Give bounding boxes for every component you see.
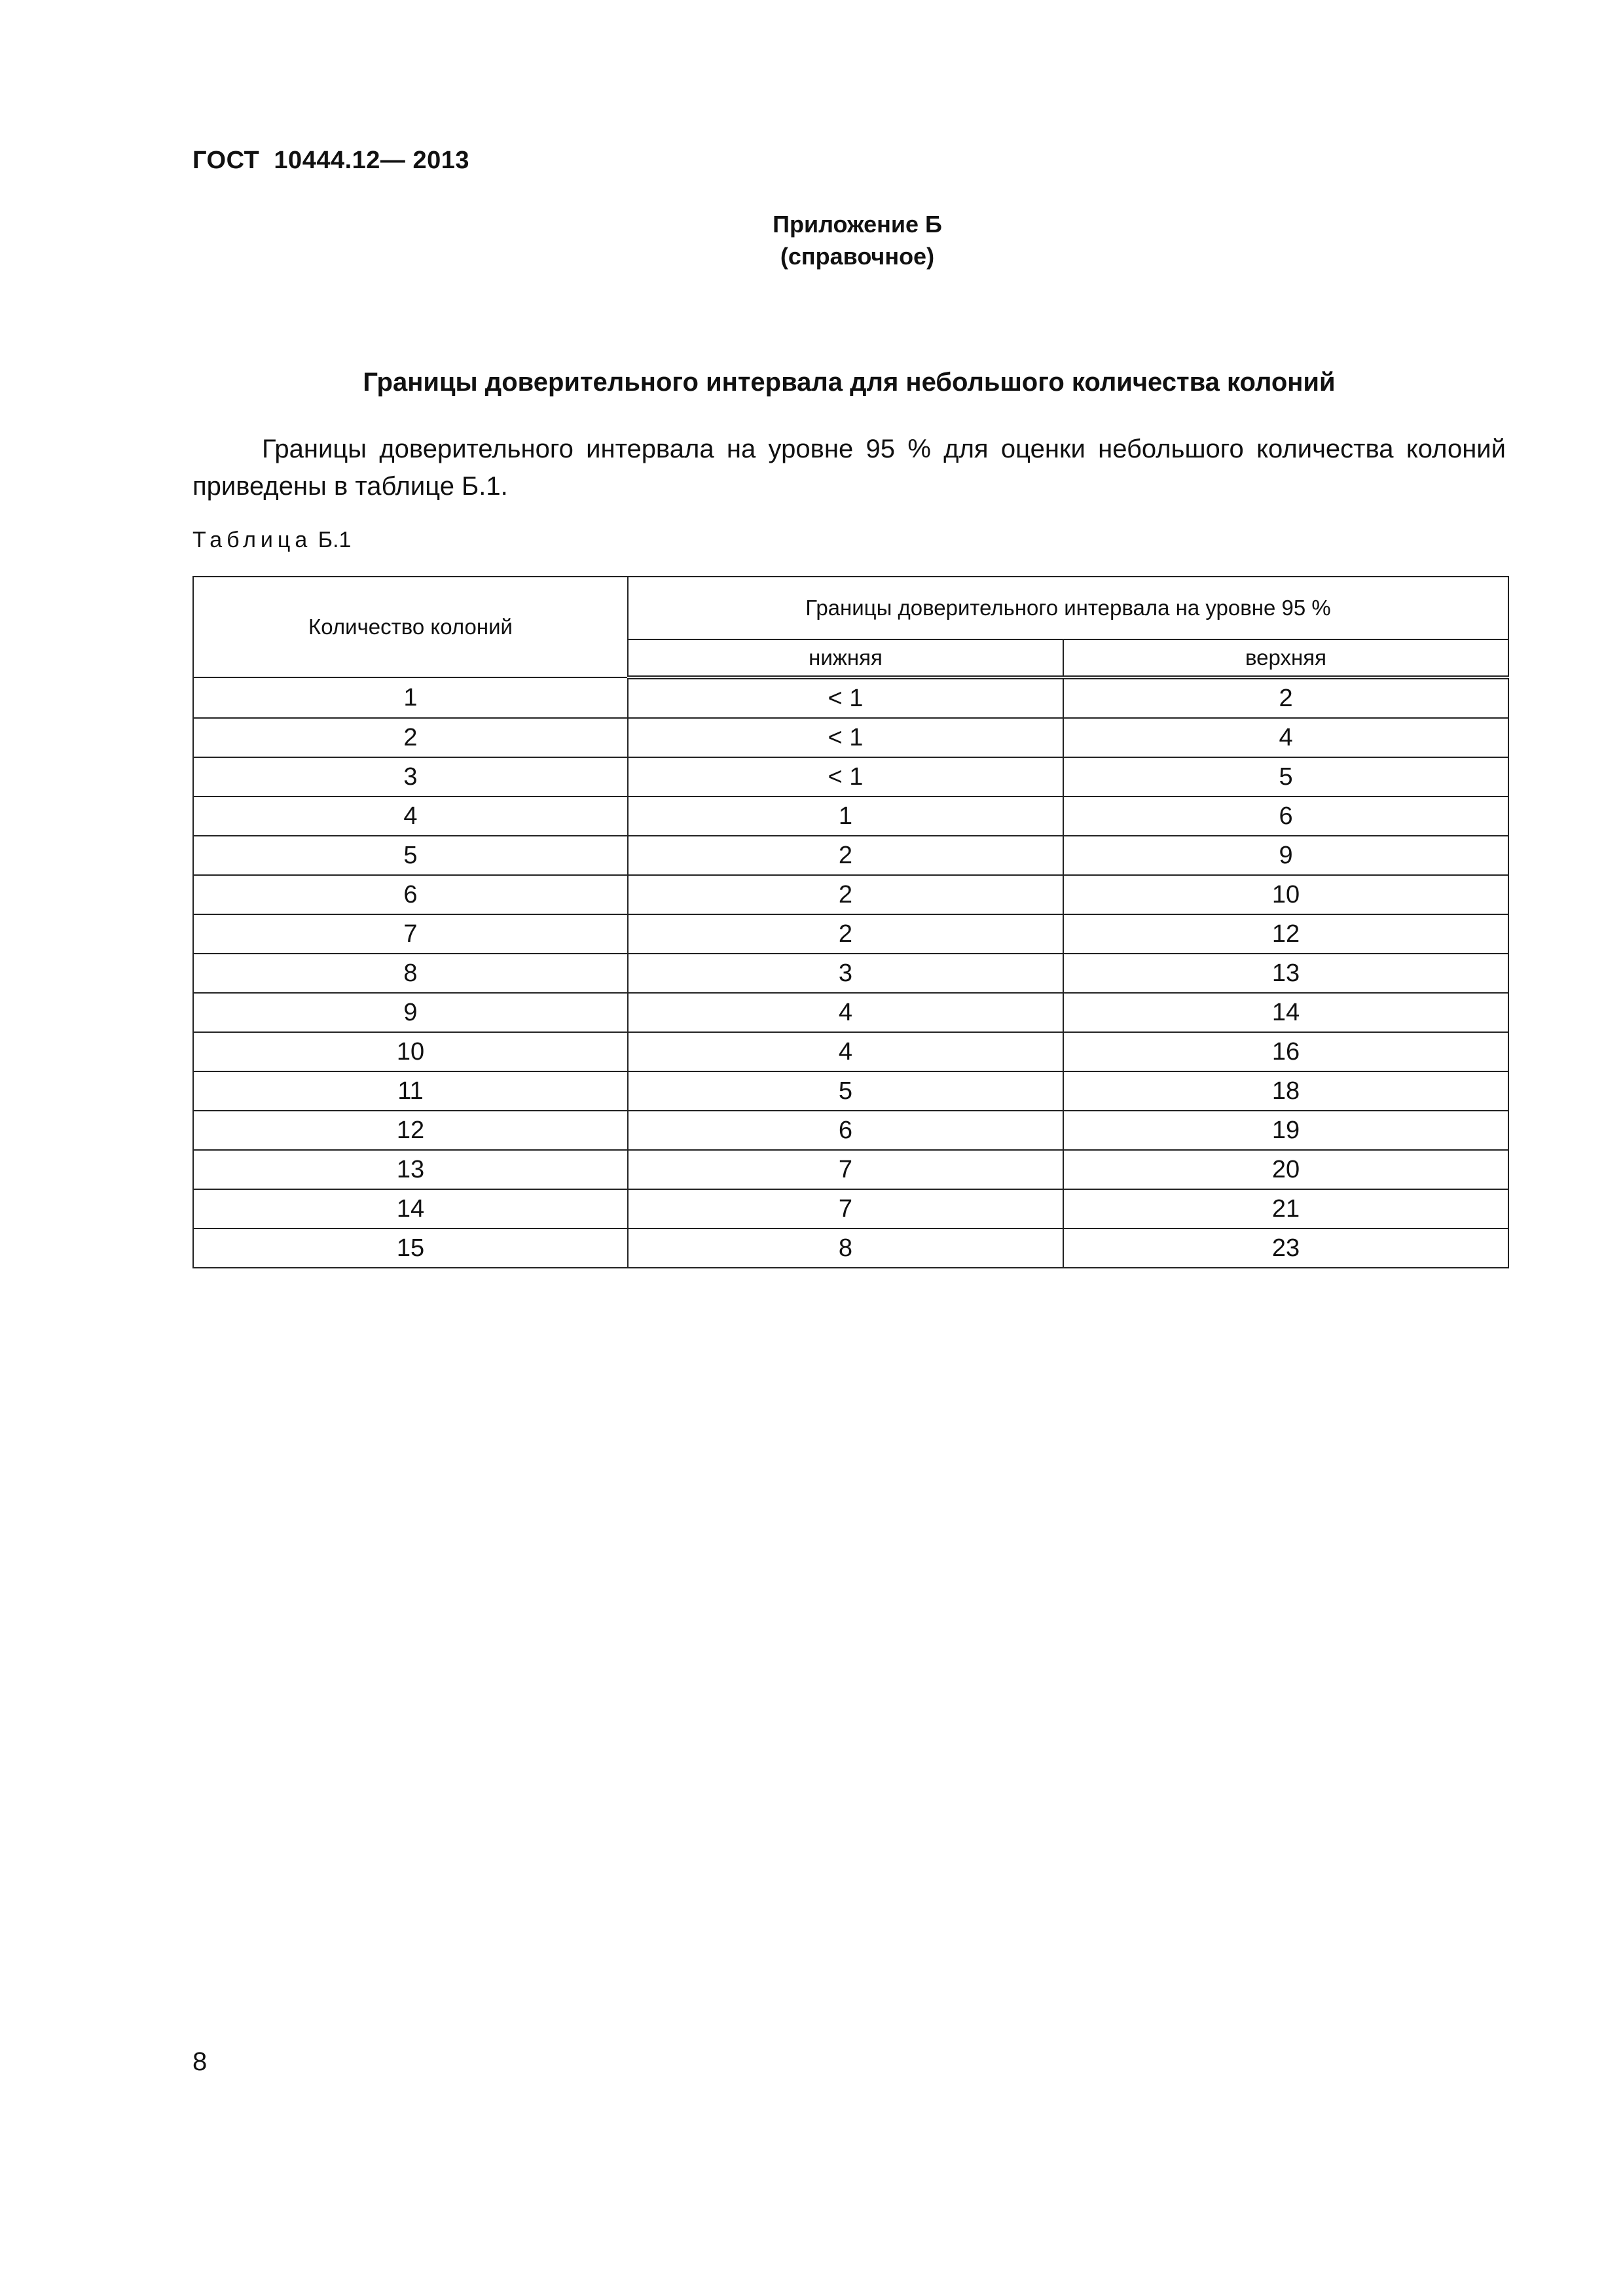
cell-upper: 13 [1063,954,1508,993]
cell-lower: 7 [628,1150,1063,1189]
cell-count: 13 [193,1150,628,1189]
cell-count: 10 [193,1032,628,1071]
cell-count: 9 [193,993,628,1032]
cell-count: 1 [193,677,628,718]
cell-lower: < 1 [628,677,1063,718]
cell-count: 2 [193,718,628,757]
cell-count: 15 [193,1229,628,1268]
cell-lower: 3 [628,954,1063,993]
cell-upper: 12 [1063,914,1508,954]
cell-upper: 2 [1063,677,1508,718]
column-header-lower: нижняя [628,639,1063,677]
cell-count: 4 [193,797,628,836]
cell-lower: 2 [628,836,1063,875]
page-number: 8 [192,2047,208,2076]
table-row [193,993,1508,1032]
table-row [193,954,1508,993]
table-row [193,718,1508,757]
cell-upper: 4 [1063,718,1508,757]
table-row [193,914,1508,954]
intro-paragraph: Границы доверительного интервала на уровне 95 % для оценки небольшого количества колоний приведены в таблице Б.1. [192,435,1506,501]
cell-count: 3 [193,757,628,797]
cell-lower: < 1 [628,757,1063,797]
cell-lower: 1 [628,797,1063,836]
cell-lower: 7 [628,1189,1063,1229]
cell-upper: 6 [1063,797,1508,836]
cell-count: 5 [193,836,628,875]
cell-count: 7 [193,914,628,954]
cell-lower: 4 [628,993,1063,1032]
cell-lower: 5 [628,1071,1063,1111]
table-row [193,836,1508,875]
column-header-upper: верхняя [1063,639,1508,677]
document-code: ГОСТ 10444.12— 2013 [192,147,470,174]
table-row [193,1111,1508,1150]
table-row [193,757,1508,797]
section-title: Границы доверительного интервала для небольшого количества колоний [363,368,1336,397]
cell-lower: 8 [628,1229,1063,1268]
table-body [193,677,1508,1268]
cell-upper: 14 [1063,993,1508,1032]
table-row [193,875,1508,914]
cell-lower: 4 [628,1032,1063,1071]
cell-upper: 18 [1063,1071,1508,1111]
confidence-interval-table [192,576,1509,1268]
appendix-subtitle: (справочное) [780,243,935,270]
cell-count: 11 [193,1071,628,1111]
cell-lower: 6 [628,1111,1063,1150]
cell-upper: 21 [1063,1189,1508,1229]
cell-count: 14 [193,1189,628,1229]
table-row [193,1032,1508,1071]
column-header-count: Количество колоний [193,577,628,677]
table-caption-word: Таблица [192,528,312,552]
cell-lower: 2 [628,875,1063,914]
cell-upper: 10 [1063,875,1508,914]
cell-upper: 16 [1063,1032,1508,1071]
table-caption [192,528,351,553]
cell-upper: 9 [1063,836,1508,875]
table-row [193,677,1508,718]
table-row [193,1189,1508,1229]
cell-upper: 19 [1063,1111,1508,1150]
cell-lower: 2 [628,914,1063,954]
cell-lower: < 1 [628,718,1063,757]
appendix-title: Приложение Б [773,211,942,238]
column-header-interval: Границы доверительного интервала на уровне 95 % [628,577,1508,639]
cell-upper: 23 [1063,1229,1508,1268]
cell-upper: 5 [1063,757,1508,797]
table-row [193,797,1508,836]
cell-count: 12 [193,1111,628,1150]
table-row [193,1071,1508,1111]
cell-count: 6 [193,875,628,914]
table-row [193,1229,1508,1268]
cell-upper: 20 [1063,1150,1508,1189]
table-row [193,1150,1508,1189]
cell-count: 8 [193,954,628,993]
appendix-heading [0,208,1623,272]
table-caption-number: Б.1 [318,528,352,552]
